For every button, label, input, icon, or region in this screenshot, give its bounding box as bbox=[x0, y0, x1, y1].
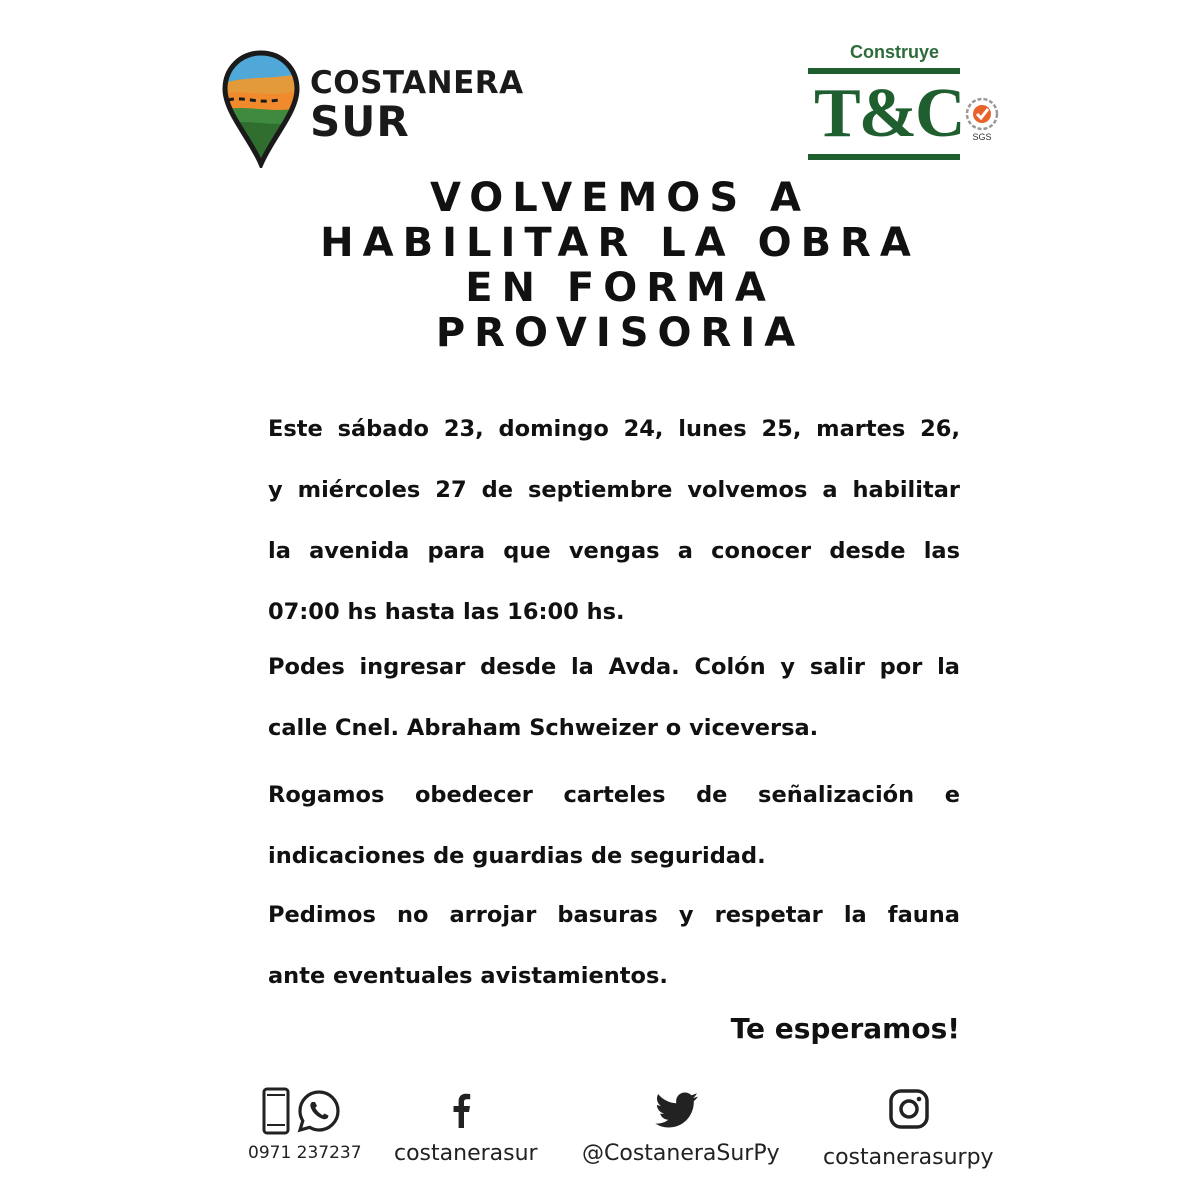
body-line: y miércoles 27 de septiembre volvemos a habilitar bbox=[268, 477, 960, 503]
map-pin-icon bbox=[222, 50, 300, 168]
body-line: la avenida para que vengas a conocer desde las bbox=[268, 538, 960, 564]
headline-line-1: VOLVEMOS A bbox=[429, 175, 811, 221]
phone-icon bbox=[262, 1087, 290, 1135]
construye-label: Construye bbox=[850, 42, 940, 62]
sgs-certification-icon bbox=[962, 96, 1002, 144]
tyc-logo bbox=[806, 40, 1016, 165]
logo-bar-bottom bbox=[808, 154, 960, 160]
headline-line-2: HABILITAR LA OBRA bbox=[320, 220, 920, 266]
facebook-handle[interactable]: costanerasur bbox=[394, 1141, 538, 1166]
headline-line-4: PROVISORIA bbox=[435, 310, 805, 356]
brand-line-1: COSTANERA bbox=[310, 65, 524, 101]
body-line: 07:00 hs hasta las 16:00 hs. bbox=[268, 599, 625, 625]
facebook-icon[interactable] bbox=[449, 1092, 473, 1128]
headline bbox=[250, 176, 990, 356]
phone-number[interactable]: 0971 237237 bbox=[248, 1143, 362, 1163]
closing-message: Te esperamos! bbox=[730, 1012, 960, 1045]
paragraph-fauna bbox=[268, 885, 960, 1007]
twitter-icon[interactable] bbox=[655, 1092, 699, 1128]
body-line: Pedimos no arrojar basuras y respetar la fauna bbox=[268, 902, 960, 928]
instagram-handle[interactable]: costanerasurpy bbox=[823, 1145, 994, 1170]
body-line: Podes ingresar desde la Avda. Colón y salir por la bbox=[268, 654, 960, 680]
brand-wordmark bbox=[310, 66, 524, 144]
whatsapp-icon[interactable] bbox=[296, 1088, 342, 1134]
body-line: ante eventuales avistamientos. bbox=[268, 963, 668, 989]
body-line: calle Cnel. Abraham Schweizer o viceversa. bbox=[268, 715, 819, 741]
headline-line-3: EN FORMA bbox=[465, 265, 775, 311]
body-line: Este sábado 23, domingo 24, lunes 25, martes 26, bbox=[268, 416, 960, 442]
paragraph-access bbox=[268, 637, 960, 759]
instagram-icon[interactable] bbox=[888, 1088, 930, 1130]
brand-line-2: SUR bbox=[310, 97, 410, 146]
body-line: Rogamos obedecer carteles de señalización e bbox=[268, 782, 960, 808]
sgs-label: SGS bbox=[972, 132, 992, 142]
paragraph-schedule bbox=[268, 399, 960, 643]
paragraph-signage bbox=[268, 765, 960, 887]
twitter-handle[interactable]: @CostaneraSurPy bbox=[582, 1141, 780, 1166]
tyc-wordmark: T&C bbox=[814, 75, 964, 152]
body-line: indicaciones de guardias de seguridad. bbox=[268, 843, 766, 869]
costanera-sur-logo bbox=[222, 50, 522, 170]
